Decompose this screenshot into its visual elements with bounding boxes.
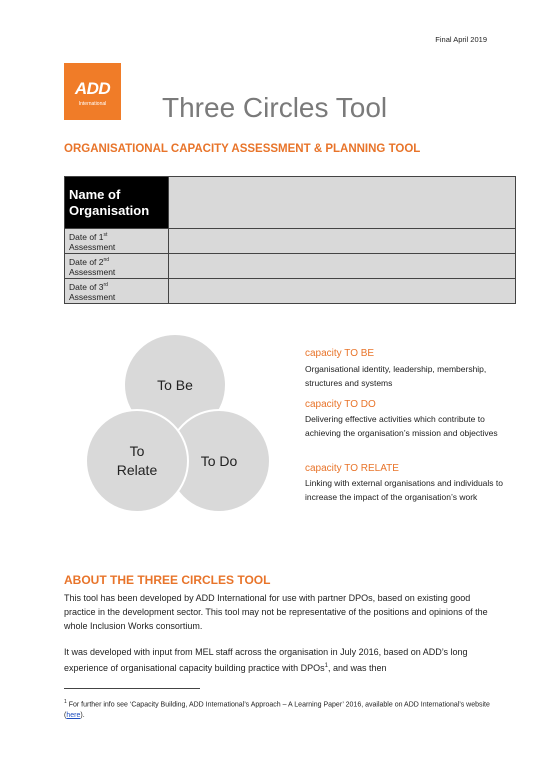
to-do-label: To Do (200, 452, 238, 469)
organisation-name-field[interactable] (169, 177, 516, 229)
here-link[interactable]: here (66, 712, 81, 720)
assessment-date-label: Date of 1st Assessment (65, 229, 169, 254)
to-relate-circle (85, 409, 189, 513)
about-section-heading: ABOUT THE THREE CIRCLES TOOL (64, 573, 271, 587)
logo-subtext: International (78, 101, 107, 107)
about-paragraph-2: It was developed with input from MEL staff across the organisation in July 2016, based on ADD’s long experience of organisational capacity building practice with DPOs$^1$, and was then (64, 647, 468, 673)
assessment-date-label: Date of 2nd Assessment (65, 254, 169, 279)
assessment-date-field[interactable] (169, 254, 516, 279)
logo-wordmark: ADD (74, 79, 111, 98)
organisation-details-table (64, 176, 516, 304)
footnote: $^1$ For further info see ‘Capacity Building, ADD International’s Approach – A Learning Paper’ 2016, available on ADD International’s website (here). (64, 699, 490, 720)
about-paragraph-1: This tool has been developed by ADD International for use with partner DPOs, based on existing good practice in the development sector. This tool may not be representative of the positions and opinions of the whole Inclusion Works consortium. (64, 593, 488, 631)
assessment-date-row (65, 279, 516, 304)
capacity-to-be-heading: capacity TO BE (305, 348, 375, 359)
assessment-date-label: Date of 3rd Assessment (65, 279, 169, 304)
assessment-date-row (65, 229, 516, 254)
organisation-name-row (65, 177, 516, 229)
capacity-to-be-description: Organisational identity, leadership, membership, structures and systems (305, 364, 487, 388)
document-subtitle: ORGANISATIONAL CAPACITY ASSESSMENT & PLANNING TOOL (64, 143, 421, 155)
assessment-date-row (65, 254, 516, 279)
name-label-line2: Organisation (69, 202, 150, 218)
organisation-name-label (65, 177, 169, 229)
to-be-label: To Be (157, 376, 193, 393)
document-title: Three Circles Tool (162, 92, 388, 123)
to-relate-label: To Relate (116, 443, 158, 478)
capacity-to-relate-heading: capacity TO RELATE (305, 463, 399, 474)
footnote-divider (64, 688, 200, 689)
assessment-date-field[interactable] (169, 279, 516, 304)
document-version-label: Final April 2019 (435, 35, 487, 44)
capacity-to-do-description: Delivering effective activities which contribute to achieving the organisation’s mission and objectives (305, 414, 498, 438)
capacity-to-do-heading: capacity TO DO (305, 399, 376, 410)
assessment-date-field[interactable] (169, 229, 516, 254)
add-international-logo (64, 63, 121, 120)
capacity-to-relate-description: Linking with external organisations and individuals to increase the impact of the organisation’s work (305, 478, 503, 502)
name-label-line1: Name of (69, 186, 121, 202)
